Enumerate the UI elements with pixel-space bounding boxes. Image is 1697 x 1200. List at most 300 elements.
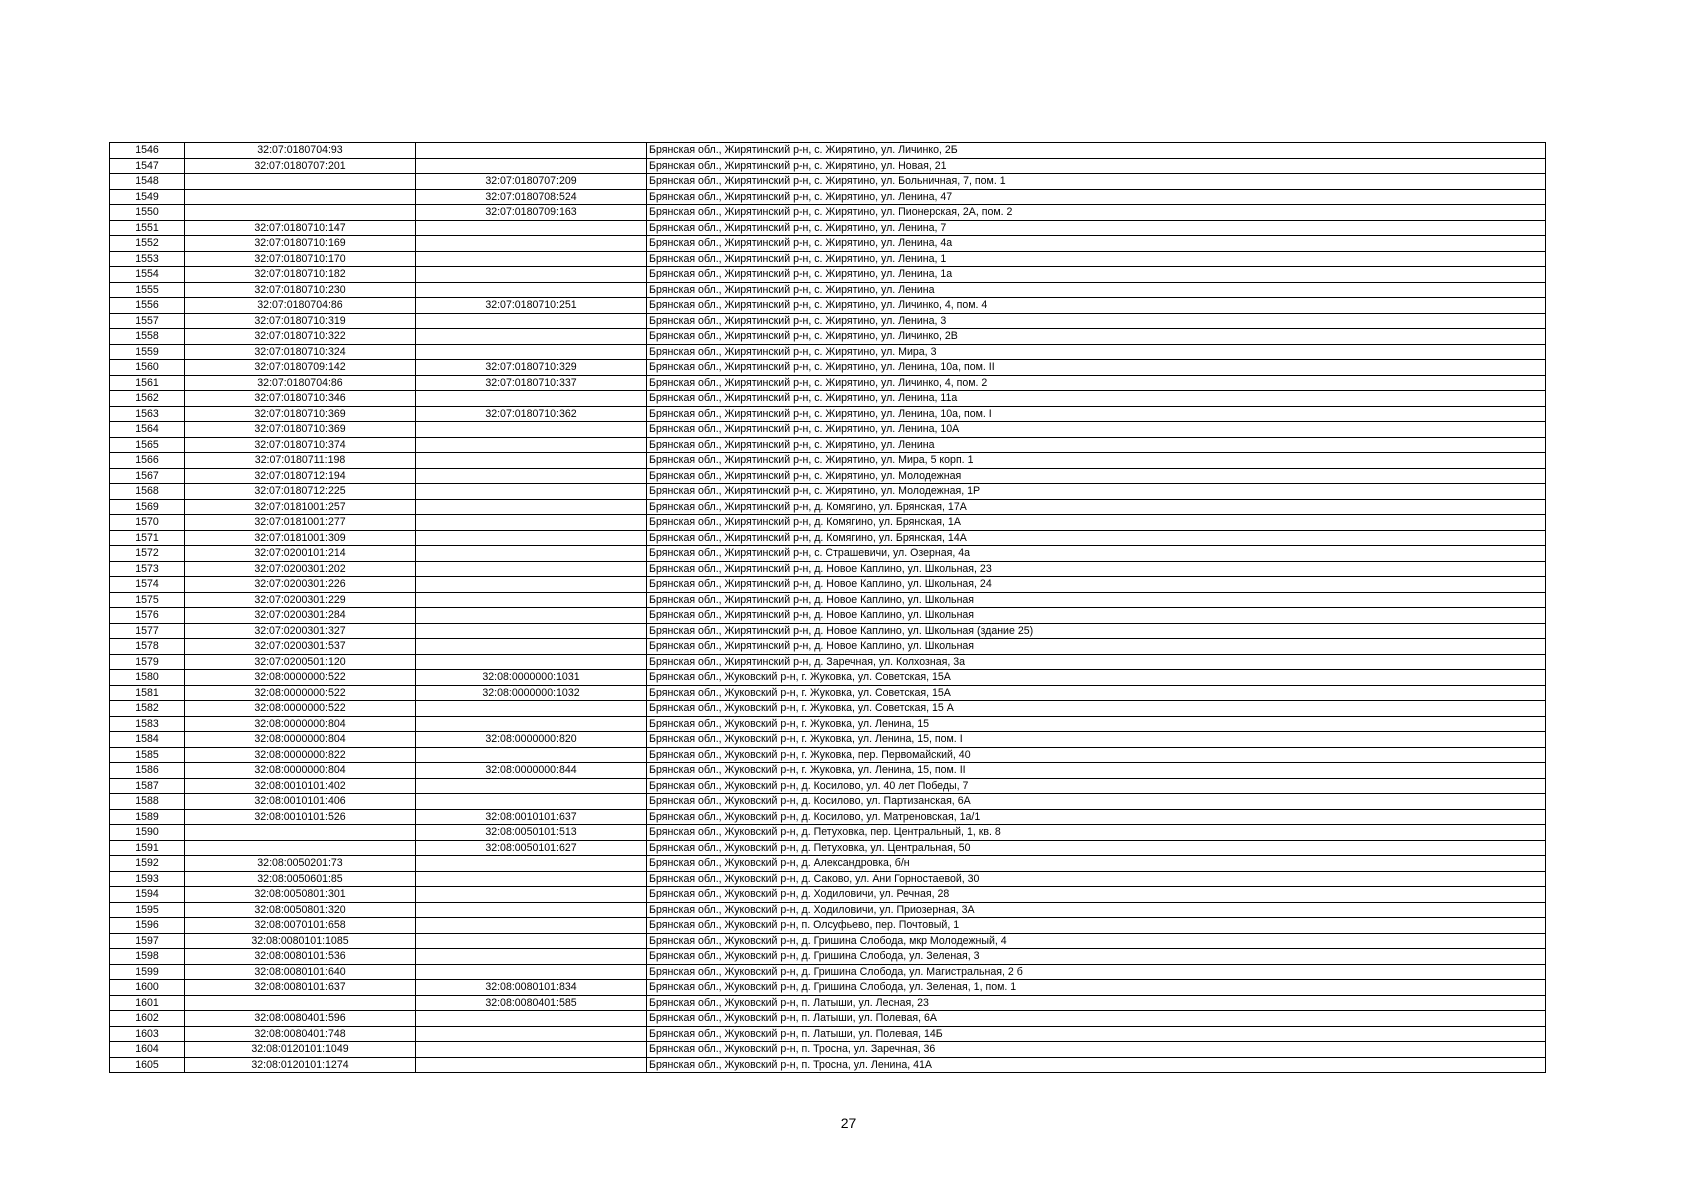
address-cell: Брянская обл., Жирятинский р-н, с. Страшевичи, ул. Озерная, 4а [647, 546, 1546, 562]
address-cell: Брянская обл., Жирятинский р-н, д. Новое Каплино, ул. Школьная (здание 25) [647, 623, 1546, 639]
premises-cadastral-number-cell [416, 871, 647, 887]
table-row [110, 747, 1546, 763]
address-cell: Брянская обл., Жуковский р-н, д. Ходиловичи, ул. Речная, 28 [647, 887, 1546, 903]
cadastral-number-cell: 32:08:0000000:522 [185, 685, 416, 701]
premises-cadastral-number-cell [416, 856, 647, 872]
premises-cadastral-number-cell [416, 561, 647, 577]
cadastral-number-cell: 32:07:0181001:277 [185, 515, 416, 531]
table-row [110, 1042, 1546, 1058]
premises-cadastral-number-cell [416, 623, 647, 639]
table-row [110, 468, 1546, 484]
cadastral-number-cell: 32:07:0181001:309 [185, 530, 416, 546]
cadastral-number-cell: 32:08:0000000:804 [185, 732, 416, 748]
row-number-cell: 1603 [110, 1026, 185, 1042]
table-row [110, 592, 1546, 608]
table-row [110, 980, 1546, 996]
cadastral-number-cell: 32:08:0000000:522 [185, 670, 416, 686]
premises-cadastral-number-cell [416, 592, 647, 608]
row-number-cell: 1570 [110, 515, 185, 531]
cadastral-number-cell: 32:07:0200301:327 [185, 623, 416, 639]
premises-cadastral-number-cell [416, 282, 647, 298]
cadastral-number-cell [185, 840, 416, 856]
row-number-cell: 1605 [110, 1057, 185, 1073]
table-row [110, 406, 1546, 422]
cadastral-number-cell: 32:07:0180704:93 [185, 143, 416, 159]
cadastral-number-cell: 32:07:0180712:194 [185, 468, 416, 484]
row-number-cell: 1578 [110, 639, 185, 655]
page-number: 27 [840, 1115, 857, 1131]
table-row [110, 995, 1546, 1011]
registry-table [109, 142, 1546, 1073]
premises-cadastral-number-cell [416, 964, 647, 980]
premises-cadastral-number-cell [416, 251, 647, 267]
table-row [110, 1057, 1546, 1073]
table-row [110, 205, 1546, 221]
table-row [110, 515, 1546, 531]
row-number-cell: 1580 [110, 670, 185, 686]
address-cell: Брянская обл., Жуковский р-н, п. Латыши, ул. Полевая, 6А [647, 1011, 1546, 1027]
table-row [110, 670, 1546, 686]
table-row [110, 530, 1546, 546]
address-cell: Брянская обл., Жуковский р-н, г. Жуковка, пер. Первомайский, 40 [647, 747, 1546, 763]
cadastral-number-cell: 32:07:0180711:198 [185, 453, 416, 469]
row-number-cell: 1569 [110, 499, 185, 515]
address-cell: Брянская обл., Жуковский р-н, д. Гришина Слобода, ул. Магистральная, 2 б [647, 964, 1546, 980]
row-number-cell: 1558 [110, 329, 185, 345]
table-row [110, 360, 1546, 376]
premises-cadastral-number-cell [416, 716, 647, 732]
table-row [110, 716, 1546, 732]
address-cell: Брянская обл., Жирятинский р-н, с. Жирятино, ул. Личинко, 2В [647, 329, 1546, 345]
cadastral-number-cell: 32:07:0180710:319 [185, 313, 416, 329]
address-cell: Брянская обл., Жуковский р-н, д. Гришина Слобода, мкр Молодежный, 4 [647, 933, 1546, 949]
premises-cadastral-number-cell: 32:07:0180710:337 [416, 375, 647, 391]
address-cell: Брянская обл., Жуковский р-н, п. Латыши, ул. Лесная, 23 [647, 995, 1546, 1011]
premises-cadastral-number-cell [416, 391, 647, 407]
address-cell: Брянская обл., Жирятинский р-н, с. Жирятино, ул. Мира, 5 корп. 1 [647, 453, 1546, 469]
table-row [110, 174, 1546, 190]
row-number-cell: 1593 [110, 871, 185, 887]
cadastral-number-cell: 32:08:0010101:402 [185, 778, 416, 794]
cadastral-number-cell: 32:08:0050601:85 [185, 871, 416, 887]
premises-cadastral-number-cell [416, 1057, 647, 1073]
cadastral-number-cell: 32:07:0180710:182 [185, 267, 416, 283]
address-cell: Брянская обл., Жуковский р-н, п. Тросна, ул. Ленина, 41А [647, 1057, 1546, 1073]
row-number-cell: 1568 [110, 484, 185, 500]
row-number-cell: 1572 [110, 546, 185, 562]
row-number-cell: 1598 [110, 949, 185, 965]
table-row [110, 329, 1546, 345]
cadastral-number-cell: 32:08:0000000:804 [185, 716, 416, 732]
row-number-cell: 1581 [110, 685, 185, 701]
cadastral-number-cell: 32:07:0180710:369 [185, 406, 416, 422]
row-number-cell: 1591 [110, 840, 185, 856]
premises-cadastral-number-cell [416, 484, 647, 500]
premises-cadastral-number-cell [416, 933, 647, 949]
premises-cadastral-number-cell [416, 608, 647, 624]
address-cell: Брянская обл., Жирятинский р-н, с. Жирятино, ул. Ленина, 10А [647, 422, 1546, 438]
cadastral-number-cell: 32:08:0050801:320 [185, 902, 416, 918]
premises-cadastral-number-cell [416, 918, 647, 934]
premises-cadastral-number-cell: 32:08:0000000:844 [416, 763, 647, 779]
cadastral-number-cell: 32:07:0180710:170 [185, 251, 416, 267]
table-row [110, 887, 1546, 903]
address-cell: Брянская обл., Жирятинский р-н, с. Жирятино, ул. Личинко, 2Б [647, 143, 1546, 159]
row-number-cell: 1559 [110, 344, 185, 360]
premises-cadastral-number-cell: 32:07:0180709:163 [416, 205, 647, 221]
table-row [110, 639, 1546, 655]
row-number-cell: 1557 [110, 313, 185, 329]
premises-cadastral-number-cell [416, 1011, 647, 1027]
premises-cadastral-number-cell: 32:08:0080101:834 [416, 980, 647, 996]
address-cell: Брянская обл., Жуковский р-н, д. Петуховка, ул. Центральная, 50 [647, 840, 1546, 856]
cadastral-number-cell: 32:08:0000000:804 [185, 763, 416, 779]
address-cell: Брянская обл., Жирятинский р-н, д. Новое Каплино, ул. Школьная, 24 [647, 577, 1546, 593]
table-row [110, 701, 1546, 717]
table-row [110, 902, 1546, 918]
table-row [110, 856, 1546, 872]
premises-cadastral-number-cell [416, 499, 647, 515]
address-cell: Брянская обл., Жуковский р-н, п. Латыши, ул. Полевая, 14Б [647, 1026, 1546, 1042]
premises-cadastral-number-cell: 32:08:0000000:1031 [416, 670, 647, 686]
premises-cadastral-number-cell [416, 577, 647, 593]
cadastral-number-cell: 32:08:0080401:596 [185, 1011, 416, 1027]
row-number-cell: 1555 [110, 282, 185, 298]
address-cell: Брянская обл., Жирятинский р-н, с. Жирятино, ул. Молодежная, 1Р [647, 484, 1546, 500]
row-number-cell: 1602 [110, 1011, 185, 1027]
address-cell: Брянская обл., Жуковский р-н, д. Саково, ул. Ани Горностаевой, 30 [647, 871, 1546, 887]
address-cell: Брянская обл., Жуковский р-н, п. Олсуфьево, пер. Почтовый, 1 [647, 918, 1546, 934]
premises-cadastral-number-cell [416, 453, 647, 469]
cadastral-number-cell [185, 205, 416, 221]
table-row [110, 391, 1546, 407]
cadastral-number-cell: 32:07:0180707:201 [185, 158, 416, 174]
cadastral-number-cell: 32:08:0000000:522 [185, 701, 416, 717]
row-number-cell: 1583 [110, 716, 185, 732]
address-cell: Брянская обл., Жирятинский р-н, с. Жирятино, ул. Ленина [647, 282, 1546, 298]
table-row [110, 685, 1546, 701]
row-number-cell: 1556 [110, 298, 185, 314]
row-number-cell: 1562 [110, 391, 185, 407]
row-number-cell: 1561 [110, 375, 185, 391]
row-number-cell: 1585 [110, 747, 185, 763]
table-row [110, 220, 1546, 236]
premises-cadastral-number-cell [416, 143, 647, 159]
premises-cadastral-number-cell [416, 236, 647, 252]
premises-cadastral-number-cell [416, 1042, 647, 1058]
premises-cadastral-number-cell [416, 546, 647, 562]
table-row [110, 189, 1546, 205]
table-row [110, 251, 1546, 267]
address-cell: Брянская обл., Жуковский р-н, г. Жуковка, ул. Советская, 15А [647, 685, 1546, 701]
premises-cadastral-number-cell: 32:08:0080401:585 [416, 995, 647, 1011]
cadastral-number-cell: 32:08:0120101:1274 [185, 1057, 416, 1073]
cadastral-number-cell: 32:07:0200101:214 [185, 546, 416, 562]
premises-cadastral-number-cell: 32:07:0180710:329 [416, 360, 647, 376]
table-row [110, 840, 1546, 856]
table-row [110, 546, 1546, 562]
table-row [110, 561, 1546, 577]
premises-cadastral-number-cell [416, 949, 647, 965]
premises-cadastral-number-cell [416, 887, 647, 903]
row-number-cell: 1584 [110, 732, 185, 748]
premises-cadastral-number-cell [416, 158, 647, 174]
address-cell: Брянская обл., Жирятинский р-н, д. Новое Каплино, ул. Школьная, 23 [647, 561, 1546, 577]
address-cell: Брянская обл., Жирятинский р-н, д. Новое Каплино, ул. Школьная [647, 639, 1546, 655]
address-cell: Брянская обл., Жирятинский р-н, с. Жирятино, ул. Ленина, 1 [647, 251, 1546, 267]
address-cell: Брянская обл., Жуковский р-н, д. Александровка, б/н [647, 856, 1546, 872]
row-number-cell: 1589 [110, 809, 185, 825]
premises-cadastral-number-cell [416, 654, 647, 670]
address-cell: Брянская обл., Жирятинский р-н, с. Жирятино, ул. Пионерская, 2А, пом. 2 [647, 205, 1546, 221]
address-cell: Брянская обл., Жирятинский р-н, д. Новое Каплино, ул. Школьная [647, 592, 1546, 608]
row-number-cell: 1565 [110, 437, 185, 453]
address-cell: Брянская обл., Жирятинский р-н, с. Жирятино, ул. Личинко, 4, пом. 2 [647, 375, 1546, 391]
row-number-cell: 1577 [110, 623, 185, 639]
table-row [110, 577, 1546, 593]
row-number-cell: 1588 [110, 794, 185, 810]
table-row [110, 825, 1546, 841]
premises-cadastral-number-cell: 32:07:0180707:209 [416, 174, 647, 190]
cadastral-number-cell: 32:08:0080101:637 [185, 980, 416, 996]
registry-table-body [110, 143, 1546, 1073]
table-row [110, 313, 1546, 329]
premises-cadastral-number-cell [416, 267, 647, 283]
row-number-cell: 1574 [110, 577, 185, 593]
row-number-cell: 1576 [110, 608, 185, 624]
address-cell: Брянская обл., Жирятинский р-н, д. Заречная, ул. Колхозная, 3а [647, 654, 1546, 670]
address-cell: Брянская обл., Жирятинский р-н, д. Комягино, ул. Брянская, 1А [647, 515, 1546, 531]
cadastral-number-cell: 32:07:0181001:257 [185, 499, 416, 515]
cadastral-number-cell: 32:08:0080401:748 [185, 1026, 416, 1042]
premises-cadastral-number-cell: 32:08:0050101:627 [416, 840, 647, 856]
cadastral-number-cell: 32:08:0050801:301 [185, 887, 416, 903]
table-row [110, 1011, 1546, 1027]
cadastral-number-cell [185, 825, 416, 841]
address-cell: Брянская обл., Жирятинский р-н, с. Жирятино, ул. Ленина, 1а [647, 267, 1546, 283]
row-number-cell: 1590 [110, 825, 185, 841]
table-row [110, 267, 1546, 283]
premises-cadastral-number-cell [416, 747, 647, 763]
row-number-cell: 1587 [110, 778, 185, 794]
premises-cadastral-number-cell: 32:08:0050101:513 [416, 825, 647, 841]
table-row [110, 623, 1546, 639]
row-number-cell: 1552 [110, 236, 185, 252]
cadastral-number-cell: 32:08:0050201:73 [185, 856, 416, 872]
premises-cadastral-number-cell [416, 344, 647, 360]
cadastral-number-cell: 32:07:0180709:142 [185, 360, 416, 376]
table-row [110, 484, 1546, 500]
address-cell: Брянская обл., Жирятинский р-н, с. Жирятино, ул. Ленина, 47 [647, 189, 1546, 205]
cadastral-number-cell [185, 995, 416, 1011]
premises-cadastral-number-cell: 32:07:0180710:251 [416, 298, 647, 314]
address-cell: Брянская обл., Жирятинский р-н, с. Жирятино, ул. Новая, 21 [647, 158, 1546, 174]
row-number-cell: 1571 [110, 530, 185, 546]
premises-cadastral-number-cell [416, 530, 647, 546]
row-number-cell: 1563 [110, 406, 185, 422]
cadastral-number-cell: 32:08:0080101:1085 [185, 933, 416, 949]
table-row [110, 918, 1546, 934]
row-number-cell: 1586 [110, 763, 185, 779]
address-cell: Брянская обл., Жуковский р-н, д. Косилово, ул. 40 лет Победы, 7 [647, 778, 1546, 794]
row-number-cell: 1546 [110, 143, 185, 159]
cadastral-number-cell: 32:07:0180704:86 [185, 375, 416, 391]
address-cell: Брянская обл., Жуковский р-н, г. Жуковка, ул. Ленина, 15, пом. I [647, 732, 1546, 748]
table-row [110, 422, 1546, 438]
row-number-cell: 1595 [110, 902, 185, 918]
table-row [110, 437, 1546, 453]
row-number-cell: 1566 [110, 453, 185, 469]
premises-cadastral-number-cell [416, 701, 647, 717]
premises-cadastral-number-cell [416, 515, 647, 531]
cadastral-number-cell: 32:08:0010101:406 [185, 794, 416, 810]
premises-cadastral-number-cell [416, 220, 647, 236]
cadastral-number-cell: 32:08:0070101:658 [185, 918, 416, 934]
row-number-cell: 1596 [110, 918, 185, 934]
address-cell: Брянская обл., Жуковский р-н, г. Жуковка, ул. Советская, 15 А [647, 701, 1546, 717]
address-cell: Брянская обл., Жирятинский р-н, д. Комягино, ул. Брянская, 17А [647, 499, 1546, 515]
row-number-cell: 1573 [110, 561, 185, 577]
premises-cadastral-number-cell: 32:08:0000000:1032 [416, 685, 647, 701]
premises-cadastral-number-cell [416, 794, 647, 810]
cadastral-number-cell: 32:07:0200301:537 [185, 639, 416, 655]
address-cell: Брянская обл., Жирятинский р-н, с. Жирятино, ул. Мира, 3 [647, 344, 1546, 360]
address-cell: Брянская обл., Жирятинский р-н, с. Жирятино, ул. Ленина, 10а, пом. II [647, 360, 1546, 376]
table-row [110, 732, 1546, 748]
cadastral-number-cell: 32:08:0080101:640 [185, 964, 416, 980]
premises-cadastral-number-cell [416, 902, 647, 918]
address-cell: Брянская обл., Жирятинский р-н, с. Жирятино, ул. Ленина [647, 437, 1546, 453]
row-number-cell: 1560 [110, 360, 185, 376]
address-cell: Брянская обл., Жуковский р-н, п. Тросна, ул. Заречная, 36 [647, 1042, 1546, 1058]
cadastral-number-cell: 32:07:0180710:230 [185, 282, 416, 298]
address-cell: Брянская обл., Жирятинский р-н, с. Жирятино, ул. Ленина, 7 [647, 220, 1546, 236]
cadastral-number-cell [185, 189, 416, 205]
premises-cadastral-number-cell [416, 1026, 647, 1042]
cadastral-number-cell: 32:07:0180710:346 [185, 391, 416, 407]
table-row [110, 453, 1546, 469]
address-cell: Брянская обл., Жирятинский р-н, с. Жирятино, ул. Ленина, 4а [647, 236, 1546, 252]
premises-cadastral-number-cell [416, 468, 647, 484]
row-number-cell: 1549 [110, 189, 185, 205]
address-cell: Брянская обл., Жуковский р-н, г. Жуковка, ул. Ленина, 15 [647, 716, 1546, 732]
row-number-cell: 1554 [110, 267, 185, 283]
premises-cadastral-number-cell [416, 329, 647, 345]
cadastral-number-cell: 32:07:0200301:202 [185, 561, 416, 577]
table-row [110, 499, 1546, 515]
table-row [110, 608, 1546, 624]
row-number-cell: 1597 [110, 933, 185, 949]
address-cell: Брянская обл., Жирятинский р-н, с. Жирятино, ул. Ленина, 3 [647, 313, 1546, 329]
address-cell: Брянская обл., Жуковский р-н, г. Жуковка, ул. Советская, 15А [647, 670, 1546, 686]
address-cell: Брянская обл., Жуковский р-н, г. Жуковка, ул. Ленина, 15, пом. II [647, 763, 1546, 779]
row-number-cell: 1550 [110, 205, 185, 221]
premises-cadastral-number-cell: 32:07:0180710:362 [416, 406, 647, 422]
table-row [110, 344, 1546, 360]
address-cell: Брянская обл., Жуковский р-н, д. Гришина Слобода, ул. Зеленая, 1, пом. 1 [647, 980, 1546, 996]
row-number-cell: 1567 [110, 468, 185, 484]
premises-cadastral-number-cell [416, 313, 647, 329]
cadastral-number-cell: 32:08:0010101:526 [185, 809, 416, 825]
cadastral-number-cell: 32:07:0180710:324 [185, 344, 416, 360]
premises-cadastral-number-cell: 32:08:0000000:820 [416, 732, 647, 748]
address-cell: Брянская обл., Жирятинский р-н, с. Жирятино, ул. Личинко, 4, пом. 4 [647, 298, 1546, 314]
cadastral-number-cell: 32:07:0200301:229 [185, 592, 416, 608]
address-cell: Брянская обл., Жуковский р-н, д. Гришина Слобода, ул. Зеленая, 3 [647, 949, 1546, 965]
cadastral-number-cell: 32:07:0180704:86 [185, 298, 416, 314]
table-row [110, 1026, 1546, 1042]
row-number-cell: 1548 [110, 174, 185, 190]
row-number-cell: 1600 [110, 980, 185, 996]
table-row [110, 794, 1546, 810]
premises-cadastral-number-cell [416, 437, 647, 453]
address-cell: Брянская обл., Жирятинский р-н, с. Жирятино, ул. Молодежная [647, 468, 1546, 484]
table-row [110, 933, 1546, 949]
address-cell: Брянская обл., Жирятинский р-н, с. Жирятино, ул. Ленина, 10а, пом. I [647, 406, 1546, 422]
cadastral-number-cell: 32:07:0180710:169 [185, 236, 416, 252]
cadastral-number-cell: 32:07:0180710:374 [185, 437, 416, 453]
address-cell: Брянская обл., Жуковский р-н, д. Ходиловичи, ул. Приозерная, 3А [647, 902, 1546, 918]
table-row [110, 282, 1546, 298]
row-number-cell: 1547 [110, 158, 185, 174]
row-number-cell: 1592 [110, 856, 185, 872]
cadastral-number-cell: 32:07:0180710:147 [185, 220, 416, 236]
table-row [110, 949, 1546, 965]
premises-cadastral-number-cell [416, 778, 647, 794]
table-row [110, 871, 1546, 887]
row-number-cell: 1604 [110, 1042, 185, 1058]
row-number-cell: 1594 [110, 887, 185, 903]
address-cell: Брянская обл., Жирятинский р-н, с. Жирятино, ул. Больничная, 7, пом. 1 [647, 174, 1546, 190]
cadastral-number-cell: 32:07:0200301:284 [185, 608, 416, 624]
row-number-cell: 1582 [110, 701, 185, 717]
row-number-cell: 1551 [110, 220, 185, 236]
table-row [110, 778, 1546, 794]
table-row [110, 158, 1546, 174]
address-cell: Брянская обл., Жуковский р-н, д. Петуховка, пер. Центральный, 1, кв. 8 [647, 825, 1546, 841]
cadastral-number-cell: 32:07:0180712:225 [185, 484, 416, 500]
address-cell: Брянская обл., Жирятинский р-н, д. Комягино, ул. Брянская, 14А [647, 530, 1546, 546]
cadastral-number-cell: 32:08:0080101:536 [185, 949, 416, 965]
table-row [110, 763, 1546, 779]
cadastral-number-cell: 32:07:0200501:120 [185, 654, 416, 670]
table-row [110, 236, 1546, 252]
address-cell: Брянская обл., Жуковский р-н, д. Косилово, ул. Партизанская, 6А [647, 794, 1546, 810]
table-row [110, 654, 1546, 670]
address-cell: Брянская обл., Жирятинский р-н, с. Жирятино, ул. Ленина, 11а [647, 391, 1546, 407]
row-number-cell: 1564 [110, 422, 185, 438]
cadastral-number-cell: 32:07:0180710:322 [185, 329, 416, 345]
premises-cadastral-number-cell: 32:08:0010101:637 [416, 809, 647, 825]
address-cell: Брянская обл., Жуковский р-н, д. Косилово, ул. Матреновская, 1а/1 [647, 809, 1546, 825]
table-row [110, 298, 1546, 314]
cadastral-number-cell: 32:08:0120101:1049 [185, 1042, 416, 1058]
table-row [110, 143, 1546, 159]
cadastral-number-cell [185, 174, 416, 190]
row-number-cell: 1553 [110, 251, 185, 267]
premises-cadastral-number-cell [416, 422, 647, 438]
premises-cadastral-number-cell: 32:07:0180708:524 [416, 189, 647, 205]
cadastral-number-cell: 32:08:0000000:822 [185, 747, 416, 763]
row-number-cell: 1579 [110, 654, 185, 670]
row-number-cell: 1601 [110, 995, 185, 1011]
premises-cadastral-number-cell [416, 639, 647, 655]
table-row [110, 809, 1546, 825]
row-number-cell: 1599 [110, 964, 185, 980]
table-row [110, 964, 1546, 980]
address-cell: Брянская обл., Жирятинский р-н, д. Новое Каплино, ул. Школьная [647, 608, 1546, 624]
table-row [110, 375, 1546, 391]
